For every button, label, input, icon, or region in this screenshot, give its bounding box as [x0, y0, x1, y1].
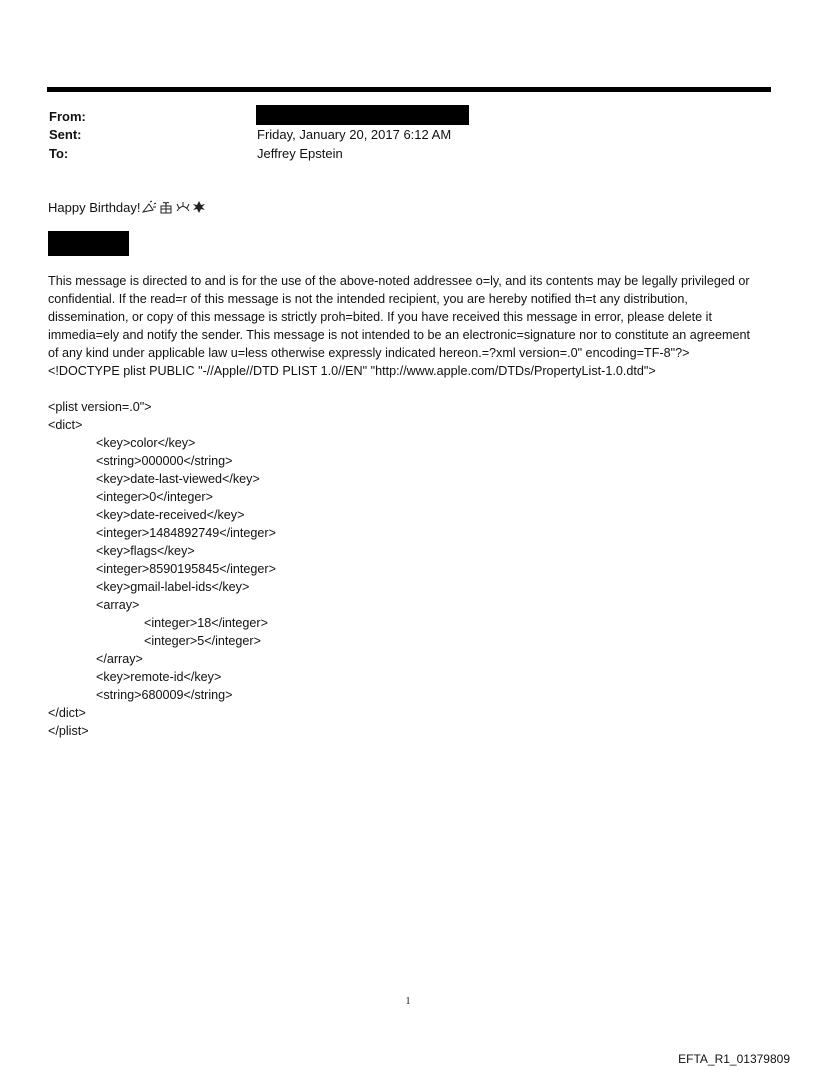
- disclaimer-text: This message is directed to and is for the use of the above-noted addressee o=ly, and its contents may be legally privileged or confidential. If the read=r of this message is not the intended recipient, you are hereby notified th=t any distribution, dissemination, or copy of this message is strictly proh=bited. If you have received this message in error, please delete it immedia=ely and notify the sender. This message is not intended to be an electronic=signature nor to constitute an agreement of any kind under applicable law u=less otherwise expressly indicated hereon.=?xml version=.0" encoding=TF-8"?> <!DOCTYPE plist PUBLIC "-//Apple//DTD PLIST 1.0//EN" "http://www.apple.com/DTDs/PropertyList-1.0.dtd">: [48, 274, 750, 378]
- plist-line: <integer>5</integer>: [144, 634, 261, 648]
- plist-line: <key>remote-id</key>: [96, 670, 222, 684]
- plist-line: </dict>: [48, 706, 86, 720]
- header-rule: [47, 87, 771, 92]
- redacted-signature: [48, 231, 129, 256]
- sent-value: Friday, January 20, 2017 6:12 AM: [257, 127, 452, 142]
- plist-line: <array>: [96, 598, 140, 612]
- greeting-text: Happy Birthday!: [48, 200, 141, 215]
- redacted-sender: [256, 105, 469, 125]
- to-value: Jeffrey Epstein: [257, 146, 343, 161]
- plist-line: <plist version=.0">: [48, 400, 152, 414]
- page-number: 1: [405, 996, 411, 1007]
- bates-number: EFTA_R1_01379809: [678, 1052, 790, 1066]
- plist-line: <dict>: [48, 418, 83, 432]
- party-emoji-icon: [141, 200, 207, 219]
- plist-line: <key>date-received</key>: [96, 508, 245, 522]
- plist-line: </array>: [96, 652, 143, 666]
- plist-line: <string>000000</string>: [96, 454, 233, 468]
- plist-line: <integer>0</integer>: [96, 490, 213, 504]
- plist-line: <integer>8590195845</integer>: [96, 562, 276, 576]
- greeting-line: [48, 199, 207, 219]
- sent-label: Sent:: [49, 127, 82, 142]
- to-label: To:: [49, 146, 69, 161]
- plist-line: <integer>18</integer>: [144, 616, 268, 630]
- plist-line: <key>gmail-label-ids</key>: [96, 580, 250, 594]
- plist-line: <key>color</key>: [96, 436, 196, 450]
- plist-line: </plist>: [48, 724, 89, 738]
- plist-line: <key>flags</key>: [96, 544, 195, 558]
- plist-line: <integer>1484892749</integer>: [96, 526, 276, 540]
- plist-line: <string>680009</string>: [96, 688, 233, 702]
- plist-line: <key>date-last-viewed</key>: [96, 472, 260, 486]
- from-label: From:: [49, 109, 86, 124]
